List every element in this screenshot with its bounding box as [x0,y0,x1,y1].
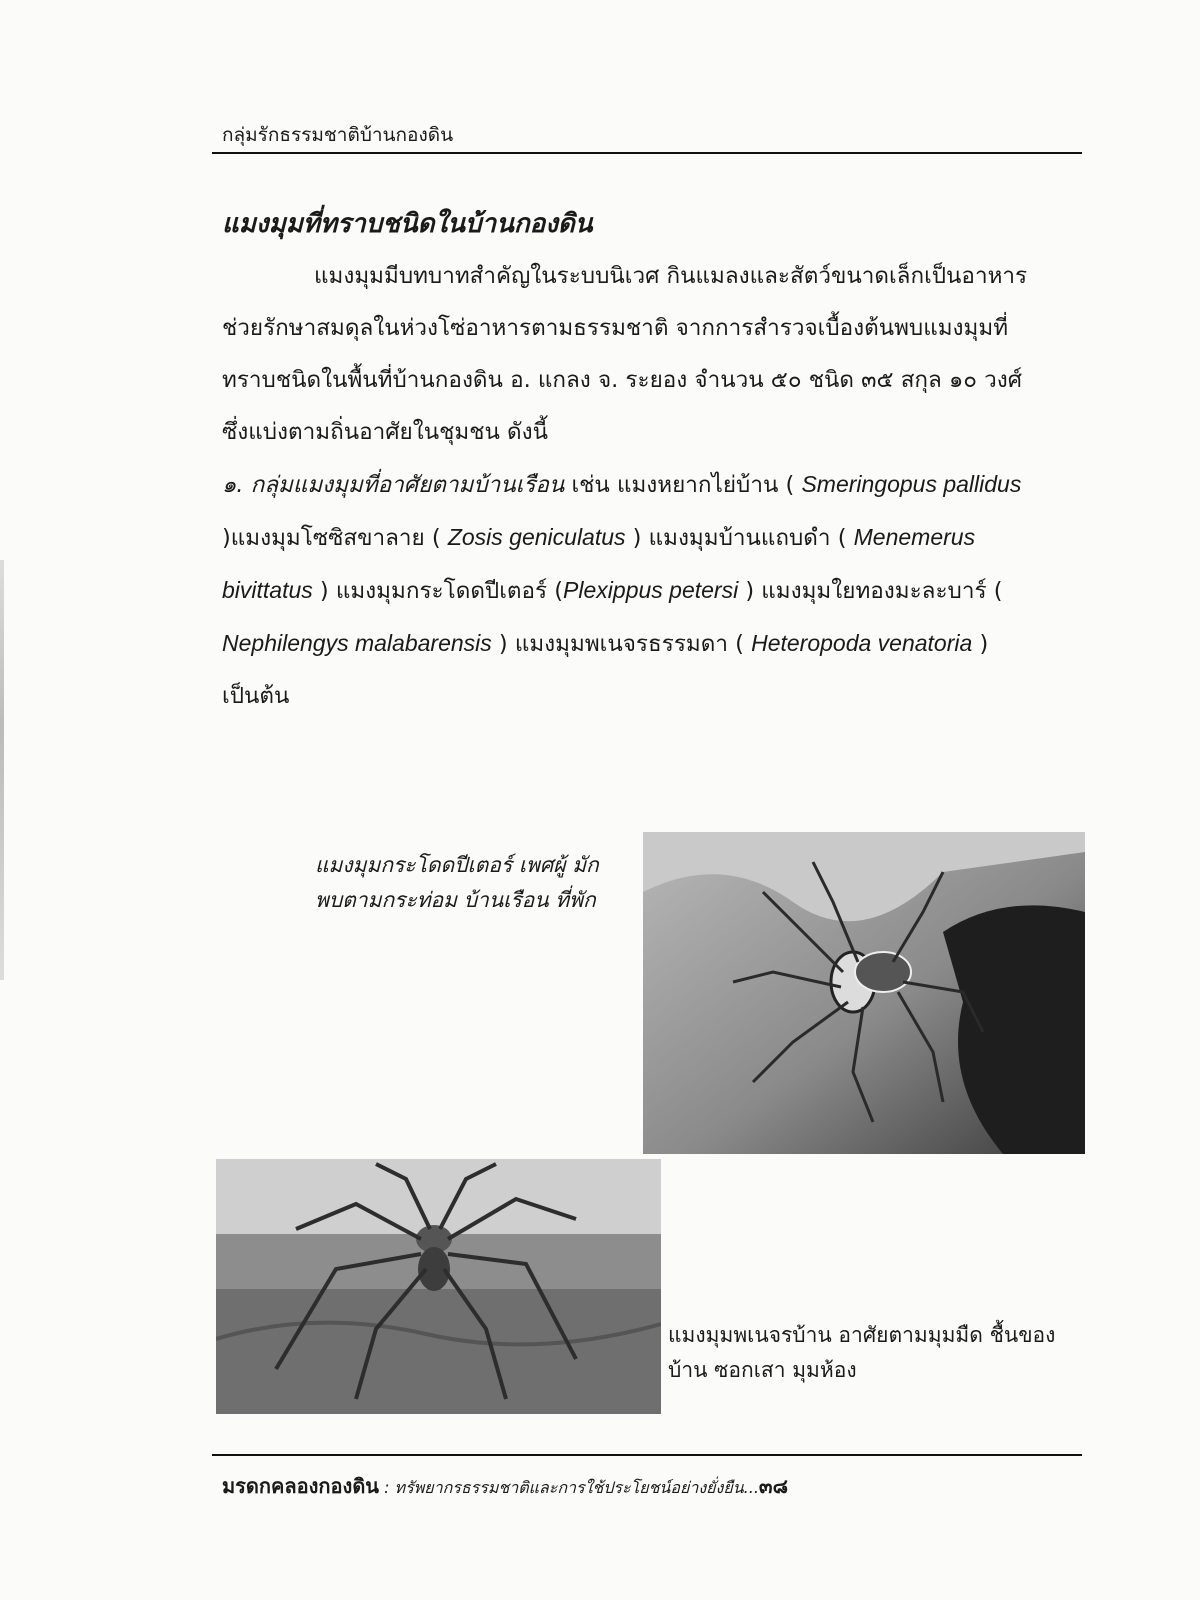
group-paragraph [222,458,1042,670]
group-lead: เช่น แมงหยากไย่บ้าน ( [564,472,802,498]
page-number: ๓๘ [758,1474,789,1498]
intro-paragraph: แมงมุมมีบทบาทสำคัญในระบบนิเวศ กินแมลงและสัตว์ขนาดเล็กเป็นอาหารช่วยรักษาสมดุลในห่วงโซ่อาหารตามธรรมชาติ จากการสำรวจเบื้องต้นพบแมงมุมที่ทราบชนิดในพื้นที่บ้านกองดิน อ. แกลง จ. ระยอง จำนวน ๕๐ ชนิด ๓๕ สกุล ๑๐ วงศ์ ซึ่งแบ่งตามถิ่นอาศัยในชุมชน ดังนี้ [222,263,1028,445]
page-header [212,116,1082,154]
species-common: ) แมงมุมกระโดดปีเตอร์ ( [312,578,564,604]
species-name: Zosis geniculatus [447,524,626,550]
closing-text: เป็นต้น [222,683,290,709]
figure-caption-huntsman-spider: แมงมุมพเนจรบ้าน อาศัยตามมุมมืด ชื้นของบ้าน ซอกเสา มุมห้อง [668,1323,1056,1382]
huntsman-spider-photo [216,1159,661,1414]
species-name: Smeringopus pallidus [801,471,1022,497]
species-common: )แมงมุมโซซิสขาลาย ( [222,525,448,551]
jumping-spider-photo [643,832,1085,1154]
book-title: มรดกคลองกองดิน [222,1474,379,1498]
group-heading: ๑. กลุ่มแมงมุมที่อาศัยตามบ้านเรือน [222,472,565,498]
page-footer [212,1454,1082,1498]
footer-separator: : [378,1478,395,1497]
figure-caption-jumping-spider: แมงมุมกระโดดปีเตอร์ เพศผู้ มักพบตามกระท่อม บ้านเรือน ที่พัก [315,853,599,912]
species-common: ) [972,631,989,657]
scan-edge [0,560,4,980]
running-title: กลุ่มรักธรรมชาติบ้านกองดิน [222,124,454,146]
footer-line [222,1470,788,1502]
species-name: Nephilengys malabarensis [222,630,492,656]
species-name: Heteropoda venatoria [751,630,973,656]
species-common: ) แมงมุมพเนจรธรรมดา ( [491,631,752,657]
species-common: ) แมงมุมบ้านแถบดำ ( [625,525,854,551]
book-subtitle: ทรัพยากรธรรมชาติและการใช้ประโยชน์อย่างยั่งยืน... [394,1478,759,1497]
section-title: แมงมุมที่ทราบชนิดในบ้านกองดิน [222,209,593,239]
species-common: ) แมงมุมใยทองมะละบาร์ ( [738,578,1003,604]
species-name: Menemerus bivittatus [222,524,976,603]
species-name: Plexippus petersi [563,577,739,603]
article-body [222,250,1042,722]
